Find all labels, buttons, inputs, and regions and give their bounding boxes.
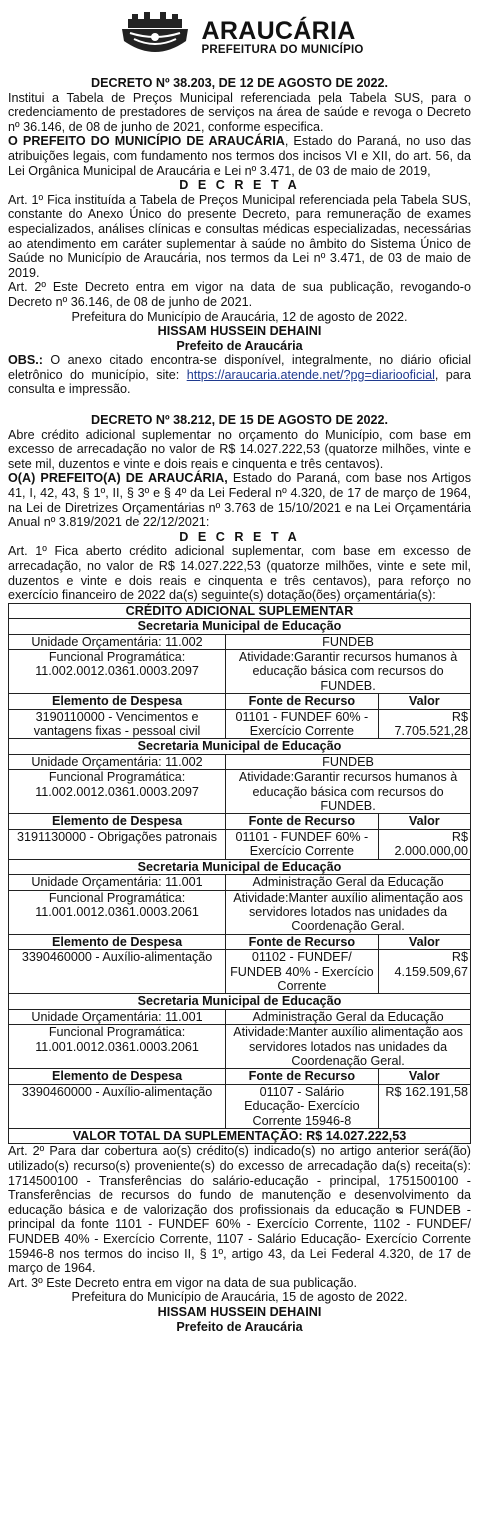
col-valor-header: Valor [378, 694, 470, 709]
unidade-nome: Administração Geral da Educação [226, 875, 471, 890]
col-valor-header: Valor [378, 934, 470, 949]
obs-end: , para consulta e impressão. [8, 367, 471, 397]
fonte-recurso: 01101 - FUNDEF 60% - Exercício Corrente [226, 829, 378, 859]
col-elemento-header: Elemento de Despesa [9, 1069, 226, 1084]
diario-oficial-link[interactable]: https://araucaria.atende.net/?pg=diariooficial [186, 367, 435, 382]
atividade: Atividade:Garantir recursos humanos à educação básica com recursos do FUNDEB. [226, 770, 471, 814]
funcional-programatica: Funcional Programática: 11.001.0012.0361.0003.2061 [9, 1025, 226, 1069]
unidade-nome: Administração Geral da Educação [226, 1009, 471, 1024]
secretaria-row [9, 619, 471, 634]
funcional-programatica: Funcional Programática: 11.001.0012.0361.0003.2061 [9, 890, 226, 934]
valor: R$ 162.191,58 [378, 1084, 470, 1128]
decree-1-title: DECRETO Nº 38.203, DE 12 DE AGOSTO DE 2022. [91, 76, 388, 90]
valor: R$ 2.000.000,00 [378, 829, 470, 859]
valor: R$ 7.705.521,28 [378, 709, 470, 739]
decree-1-art1: Art. 1º Fica instituída a Tabela de Preços Municipal referenciada pela Tabela SUS, constante do Anexo Único do presente Decreto, para remuneração de exames especializados, análises clínicas e consultas médicas especializadas, necessárias ao atendimento em caráter suplementar à saúde no âmbito do Sistema Único de Saúde no Município de Araucária, nos termos da Lei nº 3.471, de 03 de maio de 2019. [8, 192, 471, 280]
secretaria-name: Secretaria Municipal de Educação [9, 739, 471, 754]
unidade-nome: FUNDEB [226, 634, 471, 649]
fonte-recurso: 01101 - FUNDEF 60% - Exercício Corrente [226, 709, 378, 739]
col-elemento-header: Elemento de Despesa [9, 814, 226, 829]
brand-name: ARAUCÁRIA [201, 17, 356, 45]
decree-2-preamble-text: Estado do Paraná, com base nos Artigos 41, I, 42, 43, § 1º, II, § 3º e § 4º da Lei Federal nº 4.320, de 17 de março de 1964, na Lei de Diretrizes Orçamentárias nº 3.763 de 15/10/2021 e na Lei Orçamentária Anual nº 3.819/2021 de 22/12/2021: [8, 471, 471, 530]
funcional-row [9, 890, 471, 934]
atividade: Atividade:Garantir recursos humanos à educação básica com recursos do FUNDEB. [226, 650, 471, 694]
decree-1-preamble-text: , Estado do Paraná, no uso das atribuições legais, com fundamento nos termos dos incisos VI e XII, do art. 56, da Lei Orgânica Municipal de Araucária e Lei nº 3.471, de 03 de maio de 2019, [8, 134, 471, 178]
secretaria-row [9, 994, 471, 1009]
col-elemento-header: Elemento de Despesa [9, 694, 226, 709]
valor: R$ 4.159.509,67 [378, 950, 470, 994]
city-crest-logo [116, 11, 194, 63]
decree-2-preamble [8, 471, 471, 529]
col-valor-header: Valor [378, 814, 470, 829]
obs-text: O anexo citado encontra-se disponível, integralmente, no diário oficial eletrônico do município, site: [8, 353, 471, 382]
col-fonte-header: Fonte de Recurso [226, 1069, 378, 1084]
decree-1-place-date: Prefeitura do Município de Araucária, 12 de agosto de 2022. [71, 309, 408, 324]
column-header-row [9, 694, 471, 709]
table-row [9, 1084, 471, 1128]
funcional-programatica: Funcional Programática: 11.002.0012.0361.0003.2097 [9, 770, 226, 814]
secretaria-name: Secretaria Municipal de Educação [9, 859, 471, 874]
col-fonte-header: Fonte de Recurso [226, 934, 378, 949]
decree-1-signer: HISSAM HUSSEIN DEHAINI [157, 324, 322, 339]
table-row [9, 950, 471, 994]
column-header-row [9, 1069, 471, 1084]
decree-1-art2: Art. 2º Este Decreto entra em vigor na data de sua publicação, revogando-o Decreto nº 36.146, de 08 de junho de 2021. [8, 280, 471, 309]
elemento-despesa: 3190110000 - Vencimentos e vantagens fixas - pessoal civil [9, 709, 226, 739]
secretaria-row [9, 859, 471, 874]
elemento-despesa: 3191130000 - Obrigações patronais [9, 829, 226, 859]
brand-subtitle: PREFEITURA DO MUNICÍPIO [201, 44, 364, 56]
decree-1-preamble [8, 134, 471, 178]
unidade-orcamentaria: Unidade Orçamentária: 11.002 [9, 754, 226, 769]
secretaria-name: Secretaria Municipal de Educação [9, 619, 471, 634]
decree-1-ementa: Institui a Tabela de Preços Municipal referenciada pela Tabela SUS, para o credenciamento de prestadores de serviços na área de saúde e revoga o Decreto nº 36.146, de 08 de junho de 2021, conforme especifica. [8, 90, 471, 134]
unidade-nome: FUNDEB [226, 754, 471, 769]
obs-label: OBS.: [8, 353, 43, 368]
fonte-recurso: 01102 - FUNDEF/ FUNDEB 40% - Exercício Corrente [226, 950, 378, 994]
col-fonte-header: Fonte de Recurso [226, 694, 378, 709]
decree-1-decreta: D E C R E T A [179, 178, 300, 193]
credit-table-title: CRÉDITO ADICIONAL SUPLEMENTAR [9, 603, 471, 618]
table-row [9, 829, 471, 859]
secretaria-row [9, 739, 471, 754]
unidade-row [9, 875, 471, 890]
elemento-despesa: 3390460000 - Auxílio-alimentação [9, 950, 226, 994]
atividade: Atividade:Manter auxílio alimentação aos servidores lotados nas unidades da Coordenação Geral. [226, 1025, 471, 1069]
col-elemento-header: Elemento de Despesa [9, 934, 226, 949]
table-row [9, 709, 471, 739]
unidade-row [9, 634, 471, 649]
elemento-despesa: 3390460000 - Auxílio-alimentação [9, 1084, 226, 1128]
decree-2-ementa: Abre crédito adicional suplementar no orçamento do Município, com base em excesso de arrecadação no valor de R$ 14.027.222,53 (quatorze milhões, vinte e sete mil, duzentos e vinte e dois reais e cinquenta e três centavos). [8, 427, 471, 471]
decree-2-art3: Art. 3º Este Decreto entra em vigor na data de sua publicação. [8, 1275, 358, 1290]
decree-2-title: DECRETO Nº 38.212, DE 15 DE AGOSTO DE 2022. [91, 413, 388, 428]
decree-2-decreta: D E C R E T A [179, 529, 300, 544]
unidade-orcamentaria: Unidade Orçamentária: 11.002 [9, 634, 226, 649]
decree-2-art1: Art. 1º Fica aberto crédito adicional suplementar, com base em excesso de arrecadação, no valor de R$ 14.027.222,53 (quatorze milhões, vinte e sete mil, duzentos e vinte e dois reais e cinquenta e três centavos), para reforço no exercício financeiro de 2022 da(s) seguinte(s) dotação(ões) orçamentária(s): [8, 544, 471, 603]
funcional-row [9, 1025, 471, 1069]
unidade-row [9, 1009, 471, 1024]
funcional-row [9, 770, 471, 814]
unidade-orcamentaria: Unidade Orçamentária: 11.001 [9, 1009, 226, 1024]
decree-1-preamble-bold: O PREFEITO DO MUNICÍPIO DE ARAUCÁRIA [8, 134, 285, 149]
credit-total: VALOR TOTAL DA SUPLEMENTAÇÃO: R$ 14.027.222,53 [9, 1129, 471, 1144]
col-fonte-header: Fonte de Recurso [226, 814, 378, 829]
unidade-orcamentaria: Unidade Orçamentária: 11.001 [9, 875, 226, 890]
decree-1-signer-role: Prefeito de Araucária [176, 338, 303, 353]
document-page [8, 6, 471, 1334]
unidade-row [9, 754, 471, 769]
column-header-row [9, 814, 471, 829]
atividade: Atividade:Manter auxílio alimentação aos servidores lotados nas unidades da Coordenação Geral. [226, 890, 471, 934]
decree-2-signer: HISSAM HUSSEIN DEHAINI [157, 1304, 322, 1319]
decree-2-preamble-bold: O(A) PREFEITO(A) DE ARAUCÁRIA, [8, 471, 228, 486]
credit-table [8, 603, 471, 1145]
fonte-recurso: 01107 - Salário Educação- Exercício Corrente 15946-8 [226, 1084, 378, 1128]
decree-2-place-date: Prefeitura do Município de Araucária, 15 de agosto de 2022. [71, 1290, 408, 1305]
col-valor-header: Valor [378, 1069, 470, 1084]
decree-2-signer-role: Prefeito de Araucária [176, 1319, 303, 1334]
decree-2-art2: Art. 2º Para dar cobertura ao(s) crédito(s) indicado(s) no artigo anterior será(ão) utilizado(s) recurso(s) proveniente(s) do excesso de arrecadação da(s) receita(s): 1714500100 - Transferências do salário-educação - principal, 1751500100 - Transferências de recursos do fundo de manutenção e desenvolvimento da educação básica e de valorização dos profissionais da educação ᴓ FUNDEB - principal da fonte 1101 - FUNDEF 60% - Exercício Corrente, 1102 - FUNDEF/ FUNDEB 40% - Exercício Corrente, 1107 - Salário Educação- Exercício Corrente 15946-8 nos termos do inciso II, § 1º, artigo 43, da Lei Federal 4.320, de 17 de março de 1964. [8, 1144, 471, 1276]
decree-1-obs [8, 353, 471, 397]
funcional-programatica: Funcional Programática: 11.002.0012.0361.0003.2097 [9, 650, 226, 694]
secretaria-name: Secretaria Municipal de Educação [9, 994, 471, 1009]
column-header-row [9, 934, 471, 949]
masthead [8, 6, 471, 68]
funcional-row [9, 650, 471, 694]
